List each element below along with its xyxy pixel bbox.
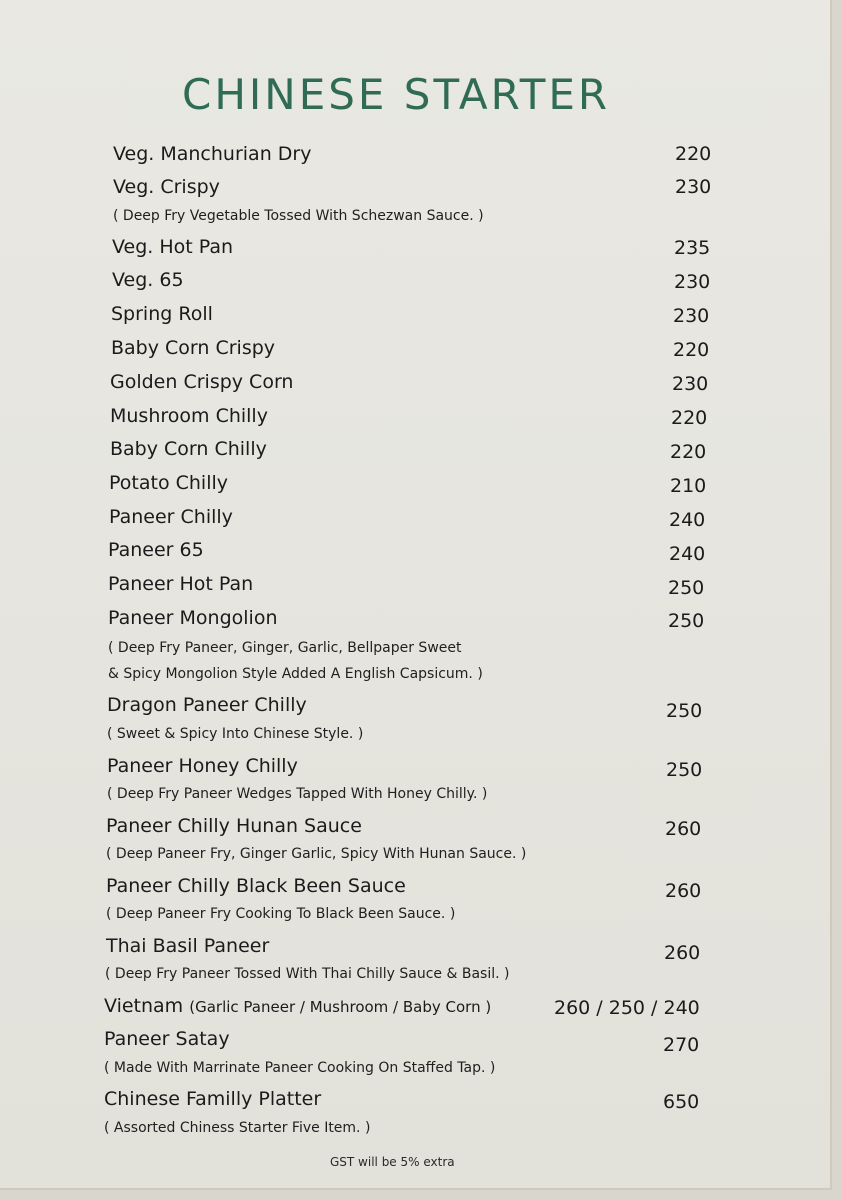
menu-item-price: 230: [675, 176, 712, 198]
menu-item-price: 220: [670, 441, 707, 463]
menu-item-name: Baby Corn Crispy: [111, 337, 276, 359]
menu-item-price: 230: [673, 305, 710, 327]
menu-item-description: ( Deep Paneer Fry Cooking To Black Been Sauce. ): [106, 906, 456, 922]
menu-item-price: 250: [666, 759, 703, 781]
menu-item-description: ( Deep Paneer Fry, Ginger Garlic, Spicy With Hunan Sauce. ): [106, 846, 527, 862]
menu-item-name: Veg. Crispy: [113, 176, 220, 198]
menu-item-name: Paneer Hot Pan: [108, 573, 254, 595]
menu-item-price: 240: [669, 543, 706, 565]
menu-item-price: 240: [669, 509, 706, 531]
menu-item-price: 220: [675, 143, 712, 165]
menu-item-name: Paneer Chilly Black Been Sauce: [106, 875, 406, 897]
menu-item-price: 260: [665, 818, 702, 840]
menu-item-price: 220: [673, 339, 710, 361]
menu-item-description: ( Made With Marrinate Paneer Cooking On Staffed Tap. ): [104, 1060, 496, 1076]
menu-item-description: ( Deep Fry Vegetable Tossed With Schezwan Sauce. ): [113, 208, 484, 224]
page-title: CHINESE STARTER: [182, 70, 611, 119]
menu-item-price: 260 / 250 / 240: [554, 997, 700, 1019]
menu-item-price: 260: [665, 880, 702, 902]
menu-item-name: Veg. Hot Pan: [112, 236, 234, 258]
menu-item-price: 230: [672, 373, 709, 395]
menu-item-description: ( Deep Fry Paneer Wedges Tapped With Honey Chilly. ): [107, 786, 488, 802]
menu-item-name: Veg. 65: [112, 269, 184, 291]
menu-item-name: Thai Basil Paneer: [106, 935, 270, 957]
menu-item-options: (Garlic Paneer / Mushroom / Baby Corn ): [189, 998, 492, 1016]
menu-item-name: Paneer Chilly: [109, 506, 233, 528]
menu-item-price: 250: [666, 700, 703, 722]
tax-note: GST will be 5% extra: [330, 1155, 455, 1169]
menu-item-description: ( Deep Fry Paneer, Ginger, Garlic, Bellpaper Sweet: [108, 640, 462, 656]
menu-item-name: Dragon Paneer Chilly: [107, 694, 307, 716]
menu-item-price: 270: [663, 1034, 700, 1056]
menu-item-name: Golden Crispy Corn: [110, 371, 294, 393]
menu-item-description: ( Deep Fry Paneer Tossed With Thai Chilly Sauce & Basil. ): [105, 966, 510, 982]
menu-item-price: 260: [664, 942, 701, 964]
menu-item-name: [104, 995, 491, 1017]
menu-item-description: ( Assorted Chiness Starter Five Item. ): [104, 1120, 371, 1136]
menu-item-name: Paneer Satay: [104, 1028, 230, 1050]
menu-item-name: Potato Chilly: [109, 472, 229, 494]
menu-item-name: Paneer 65: [108, 539, 204, 561]
menu-item-description: ( Sweet & Spicy Into Chinese Style. ): [107, 726, 364, 742]
menu-item-price: 650: [663, 1091, 700, 1113]
menu-item-price: 250: [668, 577, 705, 599]
menu-item-price: 230: [674, 271, 711, 293]
menu-item-name: Mushroom Chilly: [110, 405, 268, 427]
menu-item-name: Veg. Manchurian Dry: [113, 143, 312, 165]
menu-item-name: Spring Roll: [111, 303, 213, 325]
menu-item-name: Baby Corn Chilly: [110, 438, 267, 460]
menu-item-name-text: Vietnam: [104, 995, 184, 1017]
menu-item-name: Paneer Honey Chilly: [107, 755, 298, 777]
menu-item-price: 250: [668, 610, 705, 632]
menu-item-price: 210: [670, 475, 707, 497]
menu-item-description: & Spicy Mongolion Style Added A English Capsicum. ): [108, 666, 483, 682]
menu-item-price: 235: [674, 237, 711, 259]
menu-item-name: Paneer Chilly Hunan Sauce: [106, 815, 362, 837]
menu-item-name: Chinese Familly Platter: [104, 1088, 322, 1110]
menu-item-price: 220: [671, 407, 708, 429]
menu-item-name: Paneer Mongolion: [108, 607, 278, 629]
